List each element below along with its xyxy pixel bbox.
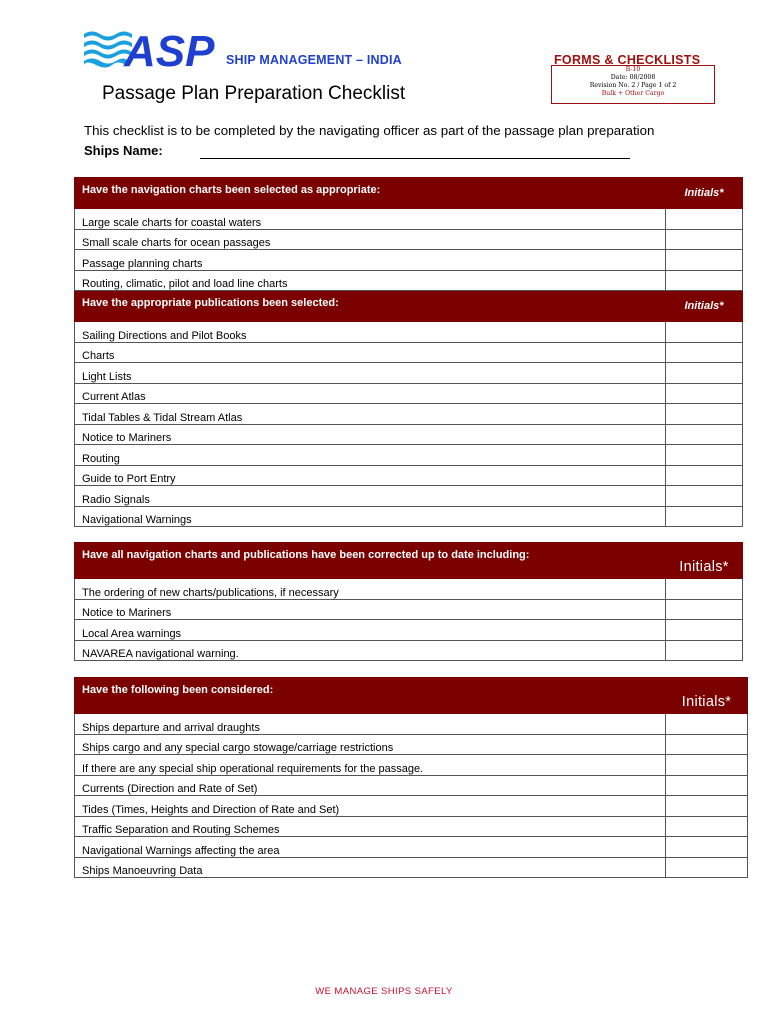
checklist-item: Large scale charts for coastal waters (75, 209, 666, 230)
checklist-item: Currents (Direction and Rate of Set) (75, 775, 666, 796)
initials-cell[interactable] (666, 640, 743, 661)
table-row (75, 640, 743, 661)
forms-checklists-label: FORMS & CHECKLISTS (554, 53, 701, 67)
initials-cell[interactable] (666, 599, 743, 620)
checklist-item: Traffic Separation and Routing Schemes (75, 816, 666, 837)
initials-cell[interactable] (666, 250, 743, 271)
checklist-item: Routing (75, 445, 666, 466)
table-row (75, 363, 743, 384)
checklist-item: Sailing Directions and Pilot Books (75, 322, 666, 343)
asp-logo (82, 26, 222, 70)
checklist-item: Navigational Warnings (75, 506, 666, 527)
initials-cell[interactable] (666, 714, 748, 735)
table-row (75, 857, 748, 878)
form-cargo: Bulk + Other Cargo (601, 90, 665, 97)
checklist-item: Tides (Times, Heights and Direction of Rate and Set) (75, 796, 666, 817)
checklist-item: Passage planning charts (75, 250, 666, 271)
ships-name-label: Ships Name: (84, 143, 163, 158)
page-title: Passage Plan Preparation Checklist (102, 83, 406, 104)
initials-header: Initials* (666, 543, 743, 579)
checklist-item: NAVAREA navigational warning. (75, 640, 666, 661)
table-row (75, 755, 748, 776)
table-row (75, 620, 743, 641)
table-row (75, 486, 743, 507)
checklist-table-corrections (74, 542, 743, 661)
checklist-item: Notice to Mariners (75, 424, 666, 445)
checklist-table-considerations (74, 677, 748, 878)
table-row (75, 837, 748, 858)
section-heading: Have the appropriate publications been selected: (75, 291, 666, 322)
initials-cell[interactable] (666, 857, 748, 878)
ships-name-field[interactable] (200, 158, 630, 159)
initials-cell[interactable] (666, 506, 743, 527)
initials-header: Initials* (666, 291, 743, 322)
table-row (75, 383, 743, 404)
footer-slogan: WE MANAGE SHIPS SAFELY (315, 986, 453, 997)
section-heading: Have the navigation charts been selected as appropriate: (75, 178, 666, 209)
table-row (75, 714, 748, 735)
checklist-item: Navigational Warnings affecting the area (75, 837, 666, 858)
table-row (75, 445, 743, 466)
section-header (75, 178, 743, 209)
initials-cell[interactable] (666, 229, 743, 250)
table-row (75, 506, 743, 527)
initials-cell[interactable] (666, 775, 748, 796)
checklist-item: Routing, climatic, pilot and load line charts (75, 270, 666, 291)
initials-header: Initials* (666, 678, 748, 714)
checklist-item: Small scale charts for ocean passages (75, 229, 666, 250)
initials-cell[interactable] (666, 796, 748, 817)
table-row (75, 404, 743, 425)
initials-cell[interactable] (666, 424, 743, 445)
checklist-table-charts-publications (74, 177, 743, 527)
section-header (75, 678, 748, 714)
checklist-item: Radio Signals (75, 486, 666, 507)
checklist-item: Ships departure and arrival draughts (75, 714, 666, 735)
checklist-item: Charts (75, 342, 666, 363)
form-date: Date: 08/2008 (610, 74, 656, 81)
table-row (75, 775, 748, 796)
initials-cell[interactable] (666, 486, 743, 507)
table-row (75, 465, 743, 486)
initials-cell[interactable] (666, 465, 743, 486)
checklist-item: Light Lists (75, 363, 666, 384)
table-row (75, 342, 743, 363)
checklist-item: Ships Manoeuvring Data (75, 857, 666, 878)
initials-cell[interactable] (666, 445, 743, 466)
logo-text: ASP (124, 27, 215, 70)
checklist-item: If there are any special ship operational requirements for the passage. (75, 755, 666, 776)
checklist-item: Local Area warnings (75, 620, 666, 641)
initials-cell[interactable] (666, 322, 743, 343)
initials-cell[interactable] (666, 579, 743, 600)
initials-header: Initials* (666, 178, 743, 209)
checklist-item: Notice to Mariners (75, 599, 666, 620)
form-info-box (551, 65, 715, 104)
table-row (75, 734, 748, 755)
table-row (75, 270, 743, 291)
intro-text: This checklist is to be completed by the navigating officer as part of the passage plan preparation (84, 123, 655, 138)
initials-cell[interactable] (666, 816, 748, 837)
initials-cell[interactable] (666, 383, 743, 404)
checklist-item: Tidal Tables & Tidal Stream Atlas (75, 404, 666, 425)
initials-cell[interactable] (666, 620, 743, 641)
checklist-item: The ordering of new charts/publications, if necessary (75, 579, 666, 600)
company-name: SHIP MANAGEMENT – INDIA (226, 53, 402, 67)
initials-cell[interactable] (666, 209, 743, 230)
initials-cell[interactable] (666, 404, 743, 425)
form-revision: Revision No. 2 / Page 1 of 2 (589, 82, 677, 89)
table-row (75, 322, 743, 343)
table-row (75, 796, 748, 817)
checklist-item: Guide to Port Entry (75, 465, 666, 486)
section-heading: Have all navigation charts and publications have been corrected up to date including: (75, 543, 666, 579)
table-row (75, 816, 748, 837)
initials-cell[interactable] (666, 363, 743, 384)
table-row (75, 579, 743, 600)
initials-cell[interactable] (666, 837, 748, 858)
section-heading: Have the following been considered: (75, 678, 666, 714)
section-header (75, 291, 743, 322)
checklist-item: Ships cargo and any special cargo stowage/carriage restrictions (75, 734, 666, 755)
table-row (75, 424, 743, 445)
form-code: B-10 (625, 66, 641, 73)
section-header (75, 543, 743, 579)
table-row (75, 229, 743, 250)
initials-cell[interactable] (666, 342, 743, 363)
initials-cell[interactable] (666, 755, 748, 776)
initials-cell[interactable] (666, 270, 743, 291)
table-row (75, 250, 743, 271)
table-row (75, 599, 743, 620)
checklist-item: Current Atlas (75, 383, 666, 404)
initials-cell[interactable] (666, 734, 748, 755)
table-row (75, 209, 743, 230)
